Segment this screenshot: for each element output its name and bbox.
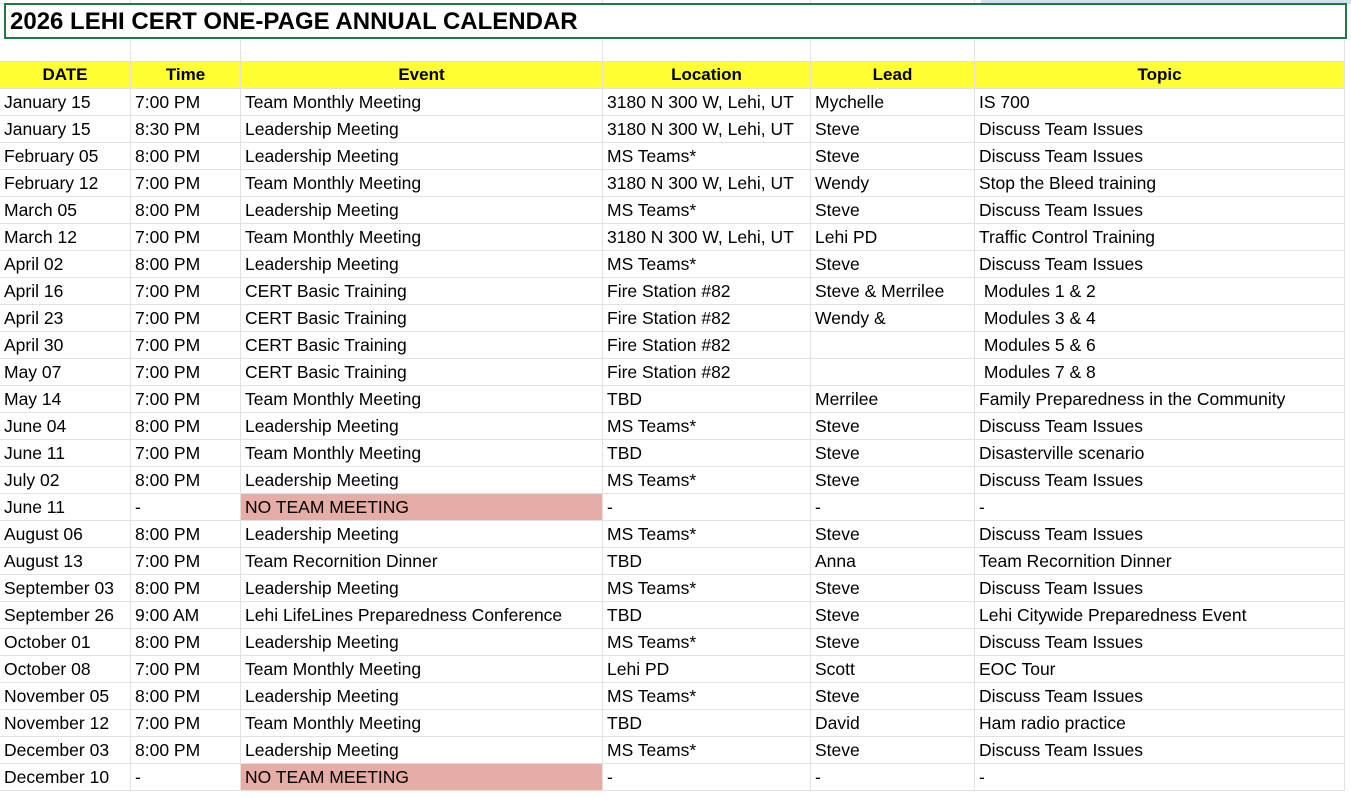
cell-time[interactable]: 7:00 PM [131, 170, 241, 197]
cell-location[interactable]: MS Teams* [603, 521, 811, 548]
cell-event[interactable]: NO TEAM MEETING [241, 764, 603, 791]
cell-topic[interactable]: - [975, 764, 1345, 791]
table-row [0, 602, 1351, 629]
cell-date[interactable]: January 15 [0, 116, 131, 143]
cell-date[interactable]: May 14 [0, 386, 131, 413]
header-event[interactable]: Event [241, 62, 603, 89]
cell-date[interactable]: June 04 [0, 413, 131, 440]
cell-topic[interactable]: Discuss Team Issues [975, 116, 1345, 143]
cell-time[interactable]: 8:00 PM [131, 683, 241, 710]
page-title: 2026 LEHI CERT ONE-PAGE ANNUAL CALENDAR [10, 8, 578, 35]
cell-event[interactable]: Team Monthly Meeting [241, 89, 603, 116]
cell-time[interactable]: 7:00 PM [131, 440, 241, 467]
cell-lead[interactable]: Steve [811, 683, 975, 710]
cell-date[interactable]: October 08 [0, 656, 131, 683]
cell-date[interactable]: May 07 [0, 359, 131, 386]
cell-topic[interactable]: Discuss Team Issues [975, 197, 1345, 224]
cell-event[interactable]: Leadership Meeting [241, 521, 603, 548]
header-location[interactable]: Location [603, 62, 811, 89]
cell-event[interactable]: Leadership Meeting [241, 575, 603, 602]
cell-time[interactable]: - [131, 494, 241, 521]
cell-event[interactable]: NO TEAM MEETING [241, 494, 603, 521]
table-row [0, 467, 1351, 494]
cell-time[interactable]: - [131, 764, 241, 791]
cell-topic[interactable]: Modules 5 & 6 [975, 332, 1345, 359]
cell-location[interactable]: - [603, 764, 811, 791]
cell-lead[interactable]: Steve [811, 143, 975, 170]
table-row [0, 521, 1351, 548]
cell-time[interactable]: 7:00 PM [131, 278, 241, 305]
table-row [0, 305, 1351, 332]
title-cell[interactable] [4, 3, 1347, 39]
cell-topic[interactable]: EOC Tour [975, 656, 1345, 683]
cell-location[interactable]: 3180 N 300 W, Lehi, UT [603, 170, 811, 197]
table-row [0, 251, 1351, 278]
cell-topic[interactable]: Ham radio practice [975, 710, 1345, 737]
cell-topic[interactable]: Discuss Team Issues [975, 629, 1345, 656]
cell-date[interactable]: September 03 [0, 575, 131, 602]
cell-location[interactable]: MS Teams* [603, 413, 811, 440]
cell-topic[interactable]: Stop the Bleed training [975, 170, 1345, 197]
table-row [0, 170, 1351, 197]
table-row [0, 197, 1351, 224]
cell-location[interactable]: 3180 N 300 W, Lehi, UT [603, 116, 811, 143]
cell-location[interactable]: Lehi PD [603, 656, 811, 683]
table-row [0, 629, 1351, 656]
table-row [0, 575, 1351, 602]
cell-topic[interactable]: Discuss Team Issues [975, 683, 1345, 710]
cell-lead[interactable]: Steve [811, 575, 975, 602]
cell-date[interactable]: April 23 [0, 305, 131, 332]
cell-location[interactable]: - [603, 494, 811, 521]
cell-time[interactable]: 9:00 AM [131, 602, 241, 629]
cell-location[interactable]: MS Teams* [603, 143, 811, 170]
cell-topic[interactable]: Team Recornition Dinner [975, 548, 1345, 575]
cell-location[interactable]: TBD [603, 386, 811, 413]
cell-lead[interactable]: - [811, 764, 975, 791]
table-row [0, 278, 1351, 305]
cell-topic[interactable]: Family Preparedness in the Community [975, 386, 1345, 413]
calendar-table [0, 89, 1351, 791]
cell-location[interactable]: Fire Station #82 [603, 332, 811, 359]
cell-time[interactable]: 7:00 PM [131, 305, 241, 332]
cell-lead[interactable]: Steve & Merrilee [811, 278, 975, 305]
cell-date[interactable]: November 05 [0, 683, 131, 710]
cell-topic[interactable]: Discuss Team Issues [975, 467, 1345, 494]
cell-time[interactable]: 7:00 PM [131, 359, 241, 386]
cell-lead[interactable]: Lehi PD [811, 224, 975, 251]
cell-location[interactable]: MS Teams* [603, 467, 811, 494]
table-row [0, 224, 1351, 251]
table-row [0, 440, 1351, 467]
cell-time[interactable]: 7:00 PM [131, 89, 241, 116]
cell-location[interactable]: MS Teams* [603, 197, 811, 224]
cell-time[interactable]: 8:00 PM [131, 143, 241, 170]
cell-lead[interactable]: Steve [811, 197, 975, 224]
cell-topic[interactable]: Modules 3 & 4 [975, 305, 1345, 332]
cell-time[interactable]: 7:00 PM [131, 386, 241, 413]
cell-location[interactable]: 3180 N 300 W, Lehi, UT [603, 224, 811, 251]
cell-date[interactable]: April 30 [0, 332, 131, 359]
table-row [0, 89, 1351, 116]
cell-topic[interactable]: Modules 7 & 8 [975, 359, 1345, 386]
cell-event[interactable]: Team Monthly Meeting [241, 710, 603, 737]
cell-location[interactable]: MS Teams* [603, 575, 811, 602]
cell-location[interactable]: TBD [603, 440, 811, 467]
cell-date[interactable]: February 05 [0, 143, 131, 170]
cell-time[interactable]: 7:00 PM [131, 656, 241, 683]
cell-event[interactable]: Team Monthly Meeting [241, 656, 603, 683]
cell-lead[interactable]: Scott [811, 656, 975, 683]
table-row [0, 548, 1351, 575]
cell-event[interactable]: Leadership Meeting [241, 467, 603, 494]
cell-lead[interactable]: Steve [811, 602, 975, 629]
cell-location[interactable]: Fire Station #82 [603, 278, 811, 305]
cell-event[interactable]: Team Monthly Meeting [241, 224, 603, 251]
cell-topic[interactable]: Traffic Control Training [975, 224, 1345, 251]
cell-event[interactable]: Leadership Meeting [241, 116, 603, 143]
cell-location[interactable]: 3180 N 300 W, Lehi, UT [603, 89, 811, 116]
cell-time[interactable]: 8:00 PM [131, 197, 241, 224]
cell-date[interactable]: June 11 [0, 440, 131, 467]
cell-event[interactable]: Leadership Meeting [241, 629, 603, 656]
cell-time[interactable]: 7:00 PM [131, 224, 241, 251]
cell-event[interactable]: CERT Basic Training [241, 305, 603, 332]
table-row [0, 683, 1351, 710]
cell-date[interactable]: December 03 [0, 737, 131, 764]
cell-date[interactable]: April 16 [0, 278, 131, 305]
table-row [0, 656, 1351, 683]
cell-event[interactable]: Leadership Meeting [241, 251, 603, 278]
cell-topic[interactable]: Discuss Team Issues [975, 143, 1345, 170]
cell-time[interactable]: 7:00 PM [131, 332, 241, 359]
header-topic[interactable]: Topic [975, 62, 1345, 89]
cell-event[interactable]: CERT Basic Training [241, 359, 603, 386]
cell-location[interactable]: TBD [603, 710, 811, 737]
cell-topic[interactable]: Modules 1 & 2 [975, 278, 1345, 305]
cell-time[interactable]: 7:00 PM [131, 710, 241, 737]
header-row [0, 62, 1345, 89]
table-row [0, 359, 1351, 386]
cell-location[interactable]: MS Teams* [603, 629, 811, 656]
cell-time[interactable]: 7:00 PM [131, 548, 241, 575]
cell-event[interactable]: Leadership Meeting [241, 413, 603, 440]
cell-lead[interactable]: Steve [811, 440, 975, 467]
cell-lead[interactable]: Steve [811, 467, 975, 494]
cell-date[interactable]: August 13 [0, 548, 131, 575]
cell-topic[interactable]: IS 700 [975, 89, 1345, 116]
table-row [0, 143, 1351, 170]
cell-topic[interactable]: Discuss Team Issues [975, 737, 1345, 764]
cell-lead[interactable]: Steve [811, 251, 975, 278]
cell-time[interactable]: 8:00 PM [131, 521, 241, 548]
cell-time[interactable]: 8:00 PM [131, 575, 241, 602]
grid-row-spacer [0, 40, 1345, 62]
cell-date[interactable]: April 02 [0, 251, 131, 278]
cell-lead[interactable]: Anna [811, 548, 975, 575]
cell-date[interactable]: January 15 [0, 89, 131, 116]
cell-date[interactable]: June 11 [0, 494, 131, 521]
cell-event[interactable]: Leadership Meeting [241, 683, 603, 710]
cell-lead[interactable]: Steve [811, 737, 975, 764]
cell-date[interactable]: July 02 [0, 467, 131, 494]
cell-event[interactable]: CERT Basic Training [241, 332, 603, 359]
cell-date[interactable]: December 10 [0, 764, 131, 791]
cell-date[interactable]: February 12 [0, 170, 131, 197]
cell-date[interactable]: October 01 [0, 629, 131, 656]
table-row [0, 332, 1351, 359]
table-row [0, 494, 1351, 521]
cell-date[interactable]: March 12 [0, 224, 131, 251]
cell-date[interactable]: March 05 [0, 197, 131, 224]
cell-location[interactable]: TBD [603, 602, 811, 629]
cell-lead[interactable]: Steve [811, 629, 975, 656]
cell-location[interactable]: MS Teams* [603, 737, 811, 764]
table-row [0, 386, 1351, 413]
cell-topic[interactable]: - [975, 494, 1345, 521]
cell-lead[interactable] [811, 359, 975, 386]
cell-event[interactable]: CERT Basic Training [241, 278, 603, 305]
cell-time[interactable]: 8:00 PM [131, 629, 241, 656]
cell-time[interactable]: 8:00 PM [131, 413, 241, 440]
cell-event[interactable]: Team Monthly Meeting [241, 440, 603, 467]
cell-event[interactable]: Leadership Meeting [241, 143, 603, 170]
cell-date[interactable]: November 12 [0, 710, 131, 737]
table-row [0, 413, 1351, 440]
cell-location[interactable]: MS Teams* [603, 683, 811, 710]
cell-time[interactable]: 8:30 PM [131, 116, 241, 143]
cell-topic[interactable]: Discuss Team Issues [975, 413, 1345, 440]
cell-time[interactable]: 8:00 PM [131, 737, 241, 764]
cell-lead[interactable]: Steve [811, 521, 975, 548]
cell-lead[interactable]: Steve [811, 116, 975, 143]
cell-event[interactable]: Leadership Meeting [241, 737, 603, 764]
cell-location[interactable]: Fire Station #82 [603, 305, 811, 332]
cell-event[interactable]: Lehi LifeLines Preparedness Conference [241, 602, 603, 629]
cell-location[interactable]: TBD [603, 548, 811, 575]
cell-event[interactable]: Team Recornition Dinner [241, 548, 603, 575]
cell-topic[interactable]: Discuss Team Issues [975, 251, 1345, 278]
cell-event[interactable]: Team Monthly Meeting [241, 170, 603, 197]
table-row [0, 116, 1351, 143]
cell-time[interactable]: 8:00 PM [131, 467, 241, 494]
table-row [0, 737, 1351, 764]
header-date[interactable]: DATE [0, 62, 131, 89]
cell-date[interactable]: September 26 [0, 602, 131, 629]
cell-lead[interactable]: Wendy [811, 170, 975, 197]
cell-event[interactable]: Team Monthly Meeting [241, 386, 603, 413]
cell-topic[interactable]: Disasterville scenario [975, 440, 1345, 467]
cell-topic[interactable]: Discuss Team Issues [975, 521, 1345, 548]
cell-date[interactable]: August 06 [0, 521, 131, 548]
cell-lead[interactable] [811, 332, 975, 359]
cell-lead[interactable]: Mychelle [811, 89, 975, 116]
table-row [0, 764, 1351, 791]
cell-lead[interactable]: Wendy & [811, 305, 975, 332]
cell-lead[interactable]: Merrilee [811, 386, 975, 413]
cell-lead[interactable]: David [811, 710, 975, 737]
cell-topic[interactable]: Discuss Team Issues [975, 575, 1345, 602]
cell-location[interactable]: MS Teams* [603, 251, 811, 278]
cell-lead[interactable]: Steve [811, 413, 975, 440]
cell-lead[interactable]: - [811, 494, 975, 521]
cell-topic[interactable]: Lehi Citywide Preparedness Event [975, 602, 1345, 629]
cell-event[interactable]: Leadership Meeting [241, 197, 603, 224]
cell-location[interactable]: Fire Station #82 [603, 359, 811, 386]
table-row [0, 710, 1351, 737]
header-lead[interactable]: Lead [811, 62, 975, 89]
cell-time[interactable]: 8:00 PM [131, 251, 241, 278]
header-time[interactable]: Time [131, 62, 241, 89]
